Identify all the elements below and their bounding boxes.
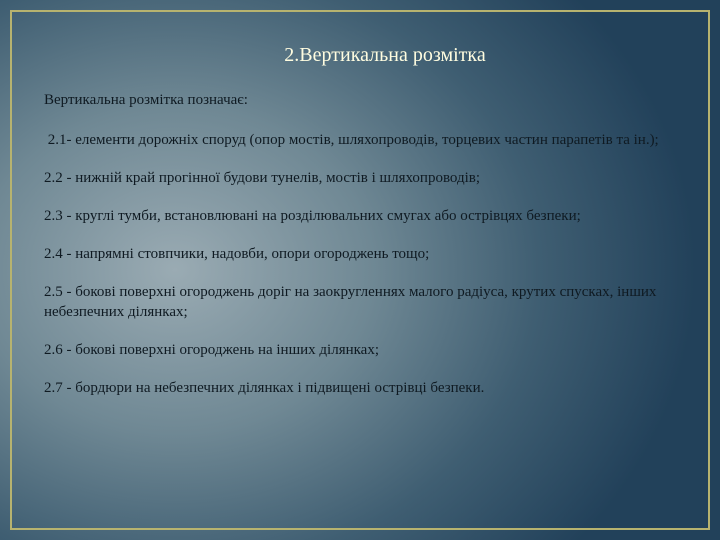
slide-title: 2.Вертикальна розмітка [284, 44, 486, 66]
list-item: 2.6 - бокові поверхні огороджень на інших ділянках; [44, 342, 380, 358]
list-item: 2.4 - напрямні стовпчики, надовби, опори огороджень тощо; [44, 246, 430, 262]
list-item: 2.5 - бокові поверхні огороджень доріг на заокругленнях малого радіуса, крутих спусках, інших небезпечних ділянках; [44, 284, 657, 320]
list-item: 2.1- елементи дорожніх споруд (опор мостів, шляхопроводів, торцевих частин парапетів та ін.); [44, 132, 659, 148]
intro-text: Вертикальна розмітка позначає: [44, 92, 248, 108]
list-item: 2.3 - круглі тумби, встановлювані на розділювальних смугах або острівцях безпеки; [44, 208, 581, 224]
slide-body [44, 90, 684, 416]
list-item: 2.7 - бордюри на небезпечних ділянках і підвищені острівці безпеки. [44, 380, 485, 396]
list-item: 2.2 - нижній край прогінної будови тунелів, мостів і шляхопроводів; [44, 170, 481, 186]
